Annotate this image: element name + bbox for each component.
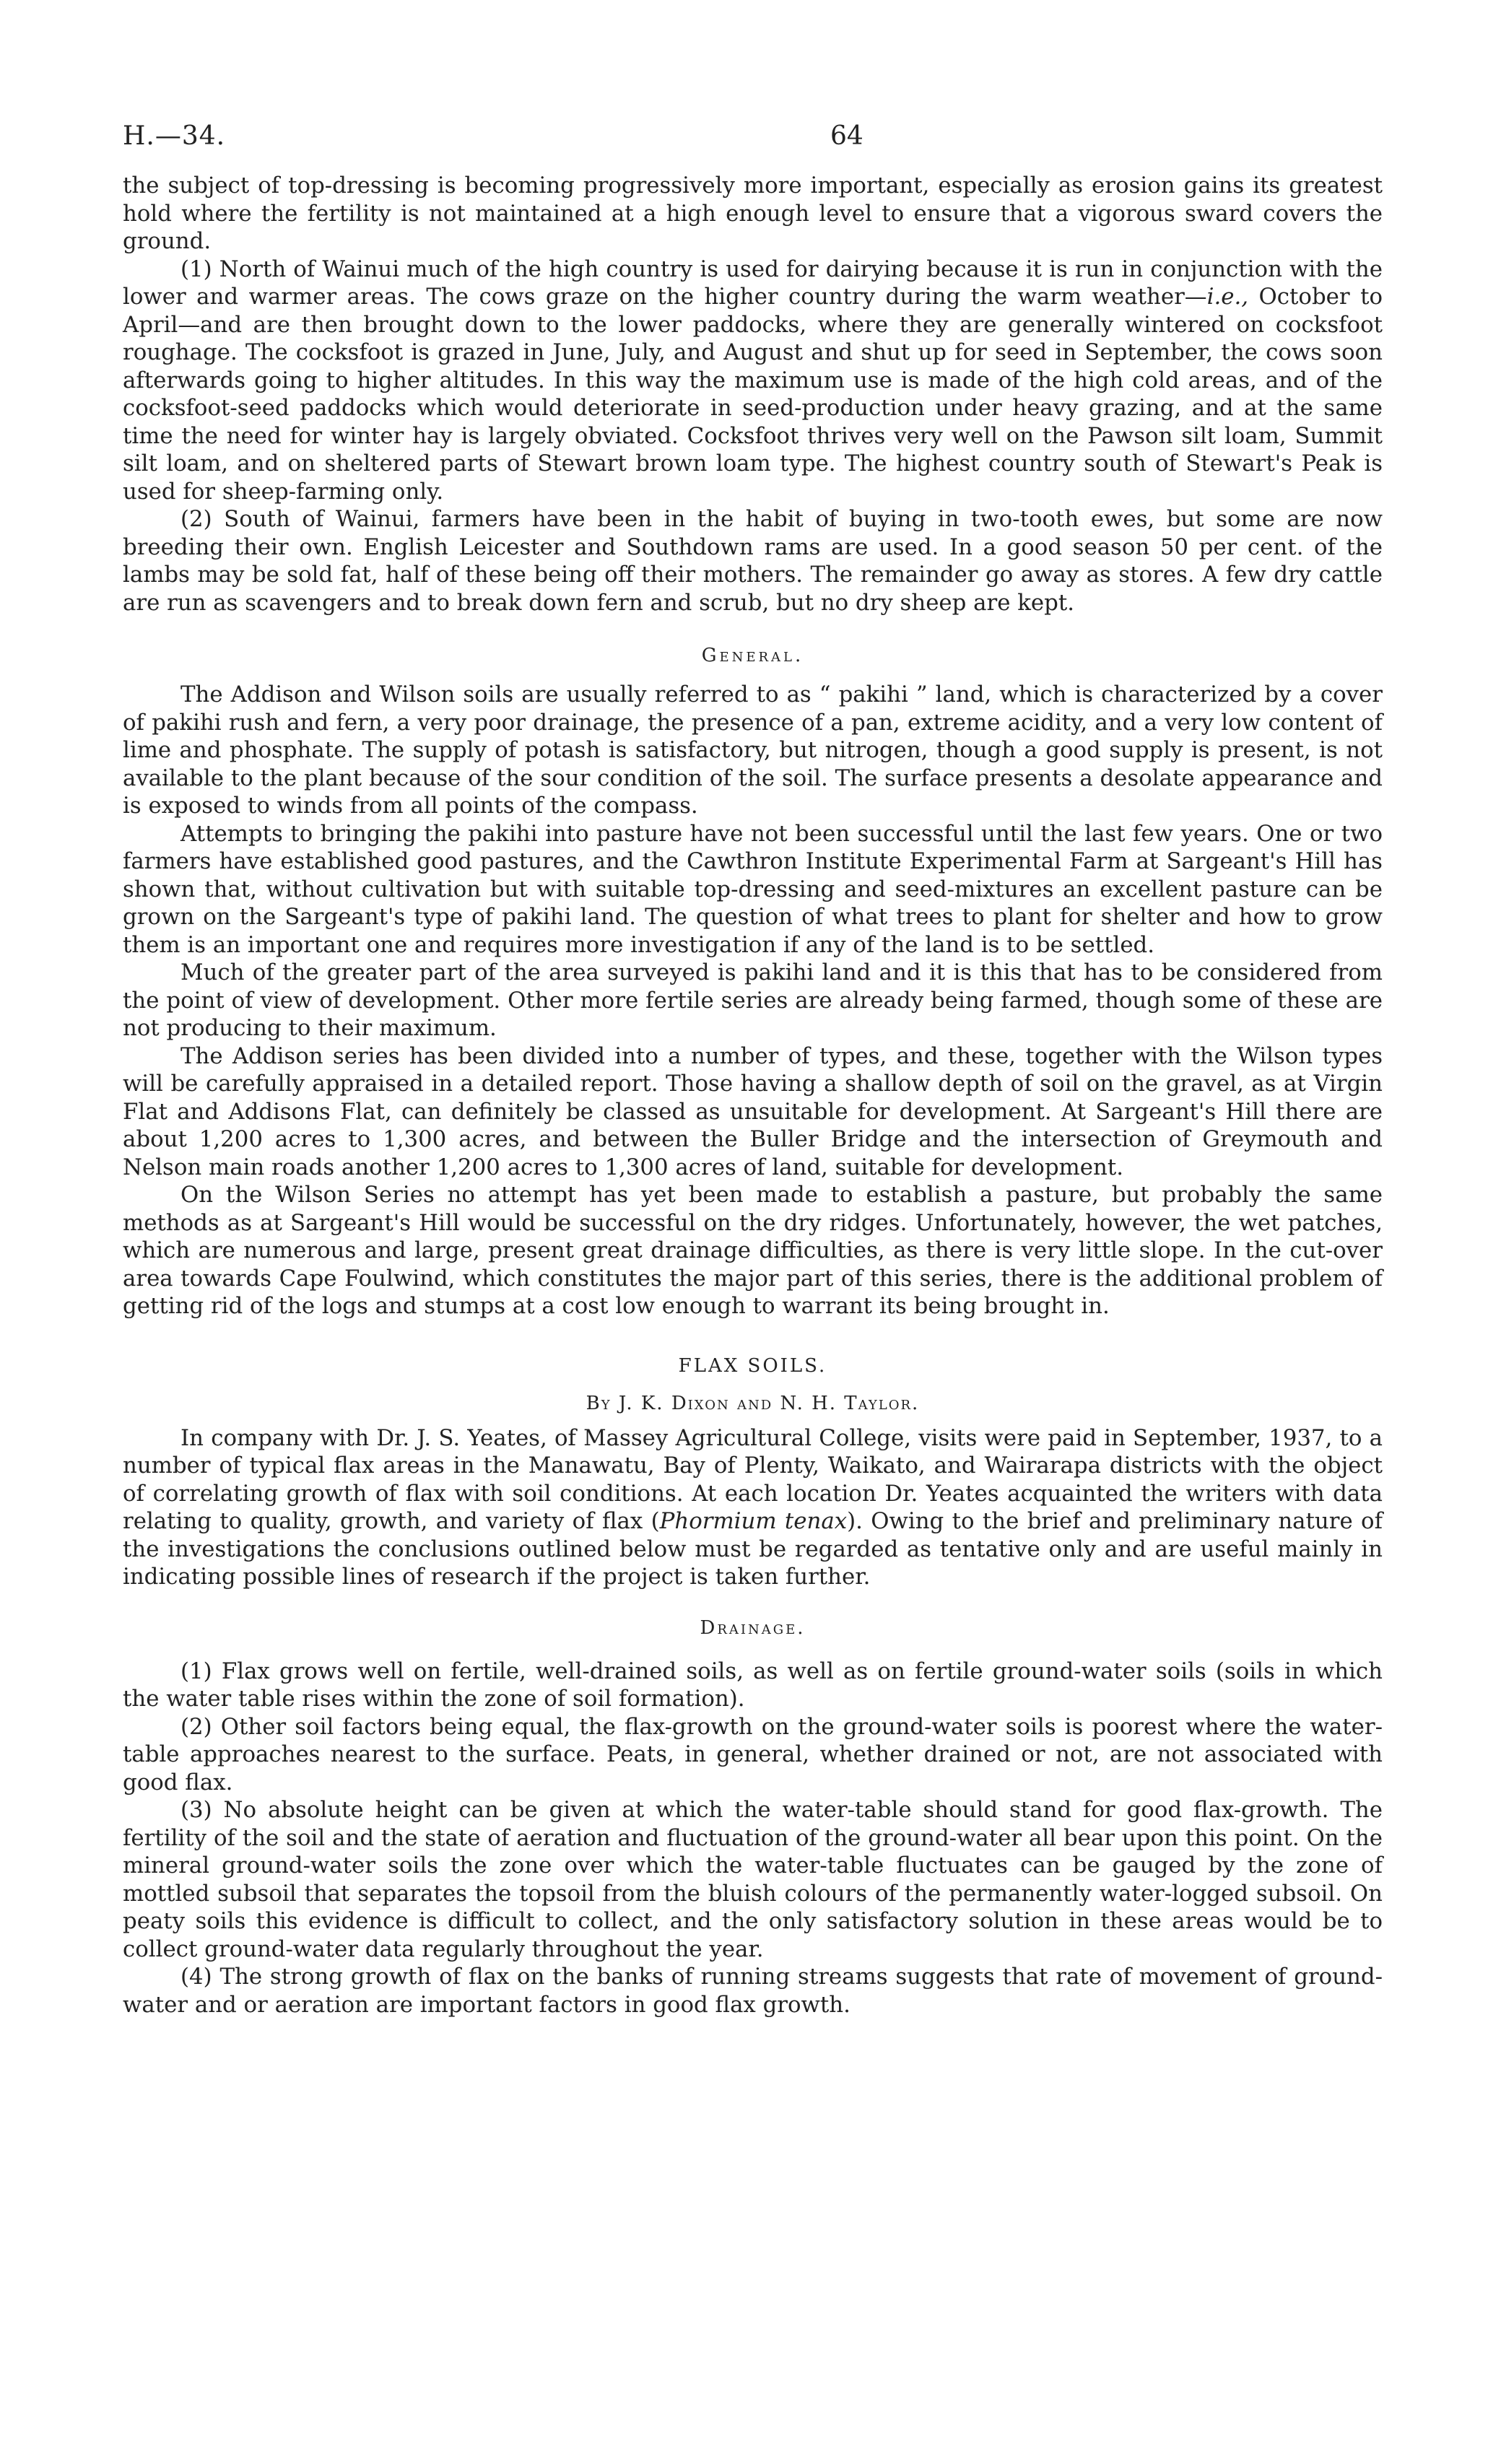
paragraph-text: (1) North of Wainui much of the high country is used for dairying because it is run in conjunction with the lower and warmer areas. The cows graze on the higher country during the warm weather— — [123, 256, 1383, 310]
paragraph-south-wainui: (2) South of Wainui, farmers have been in the habit of buying in two-tooth ewes, but some are now breeding their own. English Leicester and Southdown rams are used. In a good season 50 per cent. of the lambs may be sold fat, half of these being off their mothers. The remainder go away as stores. A few dry cattle are run as scavengers and to break down fern and scrub, but no dry sheep are kept. — [123, 506, 1383, 616]
section-heading-drainage: Drainage. — [700, 1616, 806, 1639]
paragraph: Much of the greater part of the area surveyed is pakihi land and it is this that has to be considered from the point of view of development. Other more fertile series are already being farmed, though some of these are not producing to their maximum. — [123, 959, 1383, 1041]
species-name: Phormium tenax — [659, 1508, 848, 1534]
paragraph: The Addison series has been divided into a number of types, and these, together with the Wilson types will be carefully appraised in a detailed report. Those having a shallow depth of soil on the gravel, as at Virgin Flat and Addisons Flat, can definitely be classed as unsuitable for development. At Sargeant's Hill there are about 1,200 acres to 1,300 acres, and between the Buller Bridge and the intersection of Greymouth and Nelson main roads another 1,200 acres to 1,300 acres of land, suitable for development. — [123, 1042, 1383, 1180]
continued-paragraph: the subject of top-dressing is becoming progressively more important, especially as erosion gains its greatest hold where the fertility is not maintained at a high enough level to ensure that a vigorous sward covers the ground. — [123, 173, 1383, 254]
paragraph: On the Wilson Series no attempt has yet been made to establish a pasture, but probably the same methods as at Sargeant's Hill would be successful on the dry ridges. Unfortunately, however, the wet patches, which are numerous and large, present great drainage difficulties, as there is very little slope. In the cut-over area towards Cape Foulwind, which constitutes the major part of this series, there is the additional problem of getting rid of the logs and stumps at a cost low enough to warrant its being brought in. — [123, 1182, 1383, 1319]
section-heading-flax-soils: FLAX SOILS. — [678, 1354, 827, 1377]
author-byline: By J. K. Dixon and N. H. Taylor. — [586, 1392, 920, 1414]
page-number: 64 — [830, 121, 863, 151]
document-reference: H.—34. — [123, 121, 226, 151]
paragraph: (4) The strong growth of flax on the banks of running streams suggests that rate of movement of ground-water and or aeration are important factors in good flax growth. — [123, 1964, 1383, 2018]
paragraph: The Addison and Wilson soils are usually referred to as “ pakihi ” land, which is characterized by a cover of pakihi rush and fern, a very poor drainage, the presence of a pan, extreme acidity, and a very low content of lime and phosphate. The supply of potash is satisfactory, but nitrogen, though a good supply is present, is not available to the plant because of the sour condition of the soil. The surface presents a desolate appearance and is exposed to winds from all points of the compass. — [123, 682, 1383, 819]
paragraph: (1) Flax grows well on fertile, well-drained soils, as well as on fertile ground-water soils (soils in which the water table rises within the zone of soil formation). — [123, 1658, 1383, 1712]
page-header — [123, 121, 1383, 157]
document-body — [123, 172, 1383, 2019]
paragraph-flax-intro — [123, 1424, 1383, 1591]
section-heading-general: General. — [701, 645, 804, 666]
paragraph: Attempts to bringing the pakihi into pasture have not been successful until the last few years. One or two farmers have established good pastures, and the Cawthron Institute Experimental Farm at Sargeant's Hill has shown that, without cultivation but with suitable top-dressing and seed-mixtures an excellent pasture can be grown on the Sargeant's type of pakihi land. The question of what trees to plant for shelter and how to grow them is an important one and requires more investigation if any of the land is to be settled. — [123, 820, 1383, 958]
paragraph-text: In company with Dr. J. S. Yeates, of Massey Agricultural College, visits were paid in September, 1937, to a number of typical flax areas in the Manawatu, Bay of Plenty, Waikato, and Wairarapa districts with the object of correlating growth of flax with soil conditions. At each location Dr. Yeates acquainted the writers with data relating to quality, growth, and variety of flax ( — [123, 1424, 1383, 1534]
paragraph: (3) No absolute height can be given at which the water-table should stand for good flax-growth. The fertility of the soil and the state of aeration and fluctuation of the ground-water all bear upon this point. On the mineral ground-water soils the zone over which the water-table fluctuates can be gauged by the zone of mottled subsoil that separates the topsoil from the bluish colours of the permanently water-logged subsoil. On peaty soils this evidence is difficult to collect, and the only satisfactory solution in these areas would be to collect ground-water data regularly throughout the year. — [123, 1797, 1383, 1962]
paragraph-text: ). Owing to the brief and preliminary nature of the investigations the conclusions outlined below must be regarded as tentative only and are useful mainly in indicating possible lines of research if the project is taken further. — [123, 1508, 1383, 1590]
paragraph: (2) Other soil factors being equal, the flax-growth on the ground-water soils is poorest where the water-table approaches nearest to the surface. Peats, in general, whether drained or not, are not associated with good flax. — [123, 1713, 1383, 1795]
italic-abbreviation: i.e., — [1206, 284, 1249, 310]
paragraph-text: October to April—and are then brought down to the lower paddocks, where they are generally wintered on cocksfoot roughage. The cocksfoot is grazed in June, July, and August and shut up for seed in September, the cows soon afterwards going to higher altitudes. In this way the maximum use is made of the high cold areas, and of the cocksfoot-seed paddocks which would deteriorate in seed-production under heavy grazing, and at the same time the need for winter hay is largely obviated. Cocksfoot thrives very well on the Pawson silt loam, Summit silt loam, and on sheltered parts of Stewart brown loam type. The highest country south of Stewart's Peak is used for sheep-farming only. — [123, 284, 1383, 505]
paragraph-north-wainui — [123, 256, 1383, 506]
